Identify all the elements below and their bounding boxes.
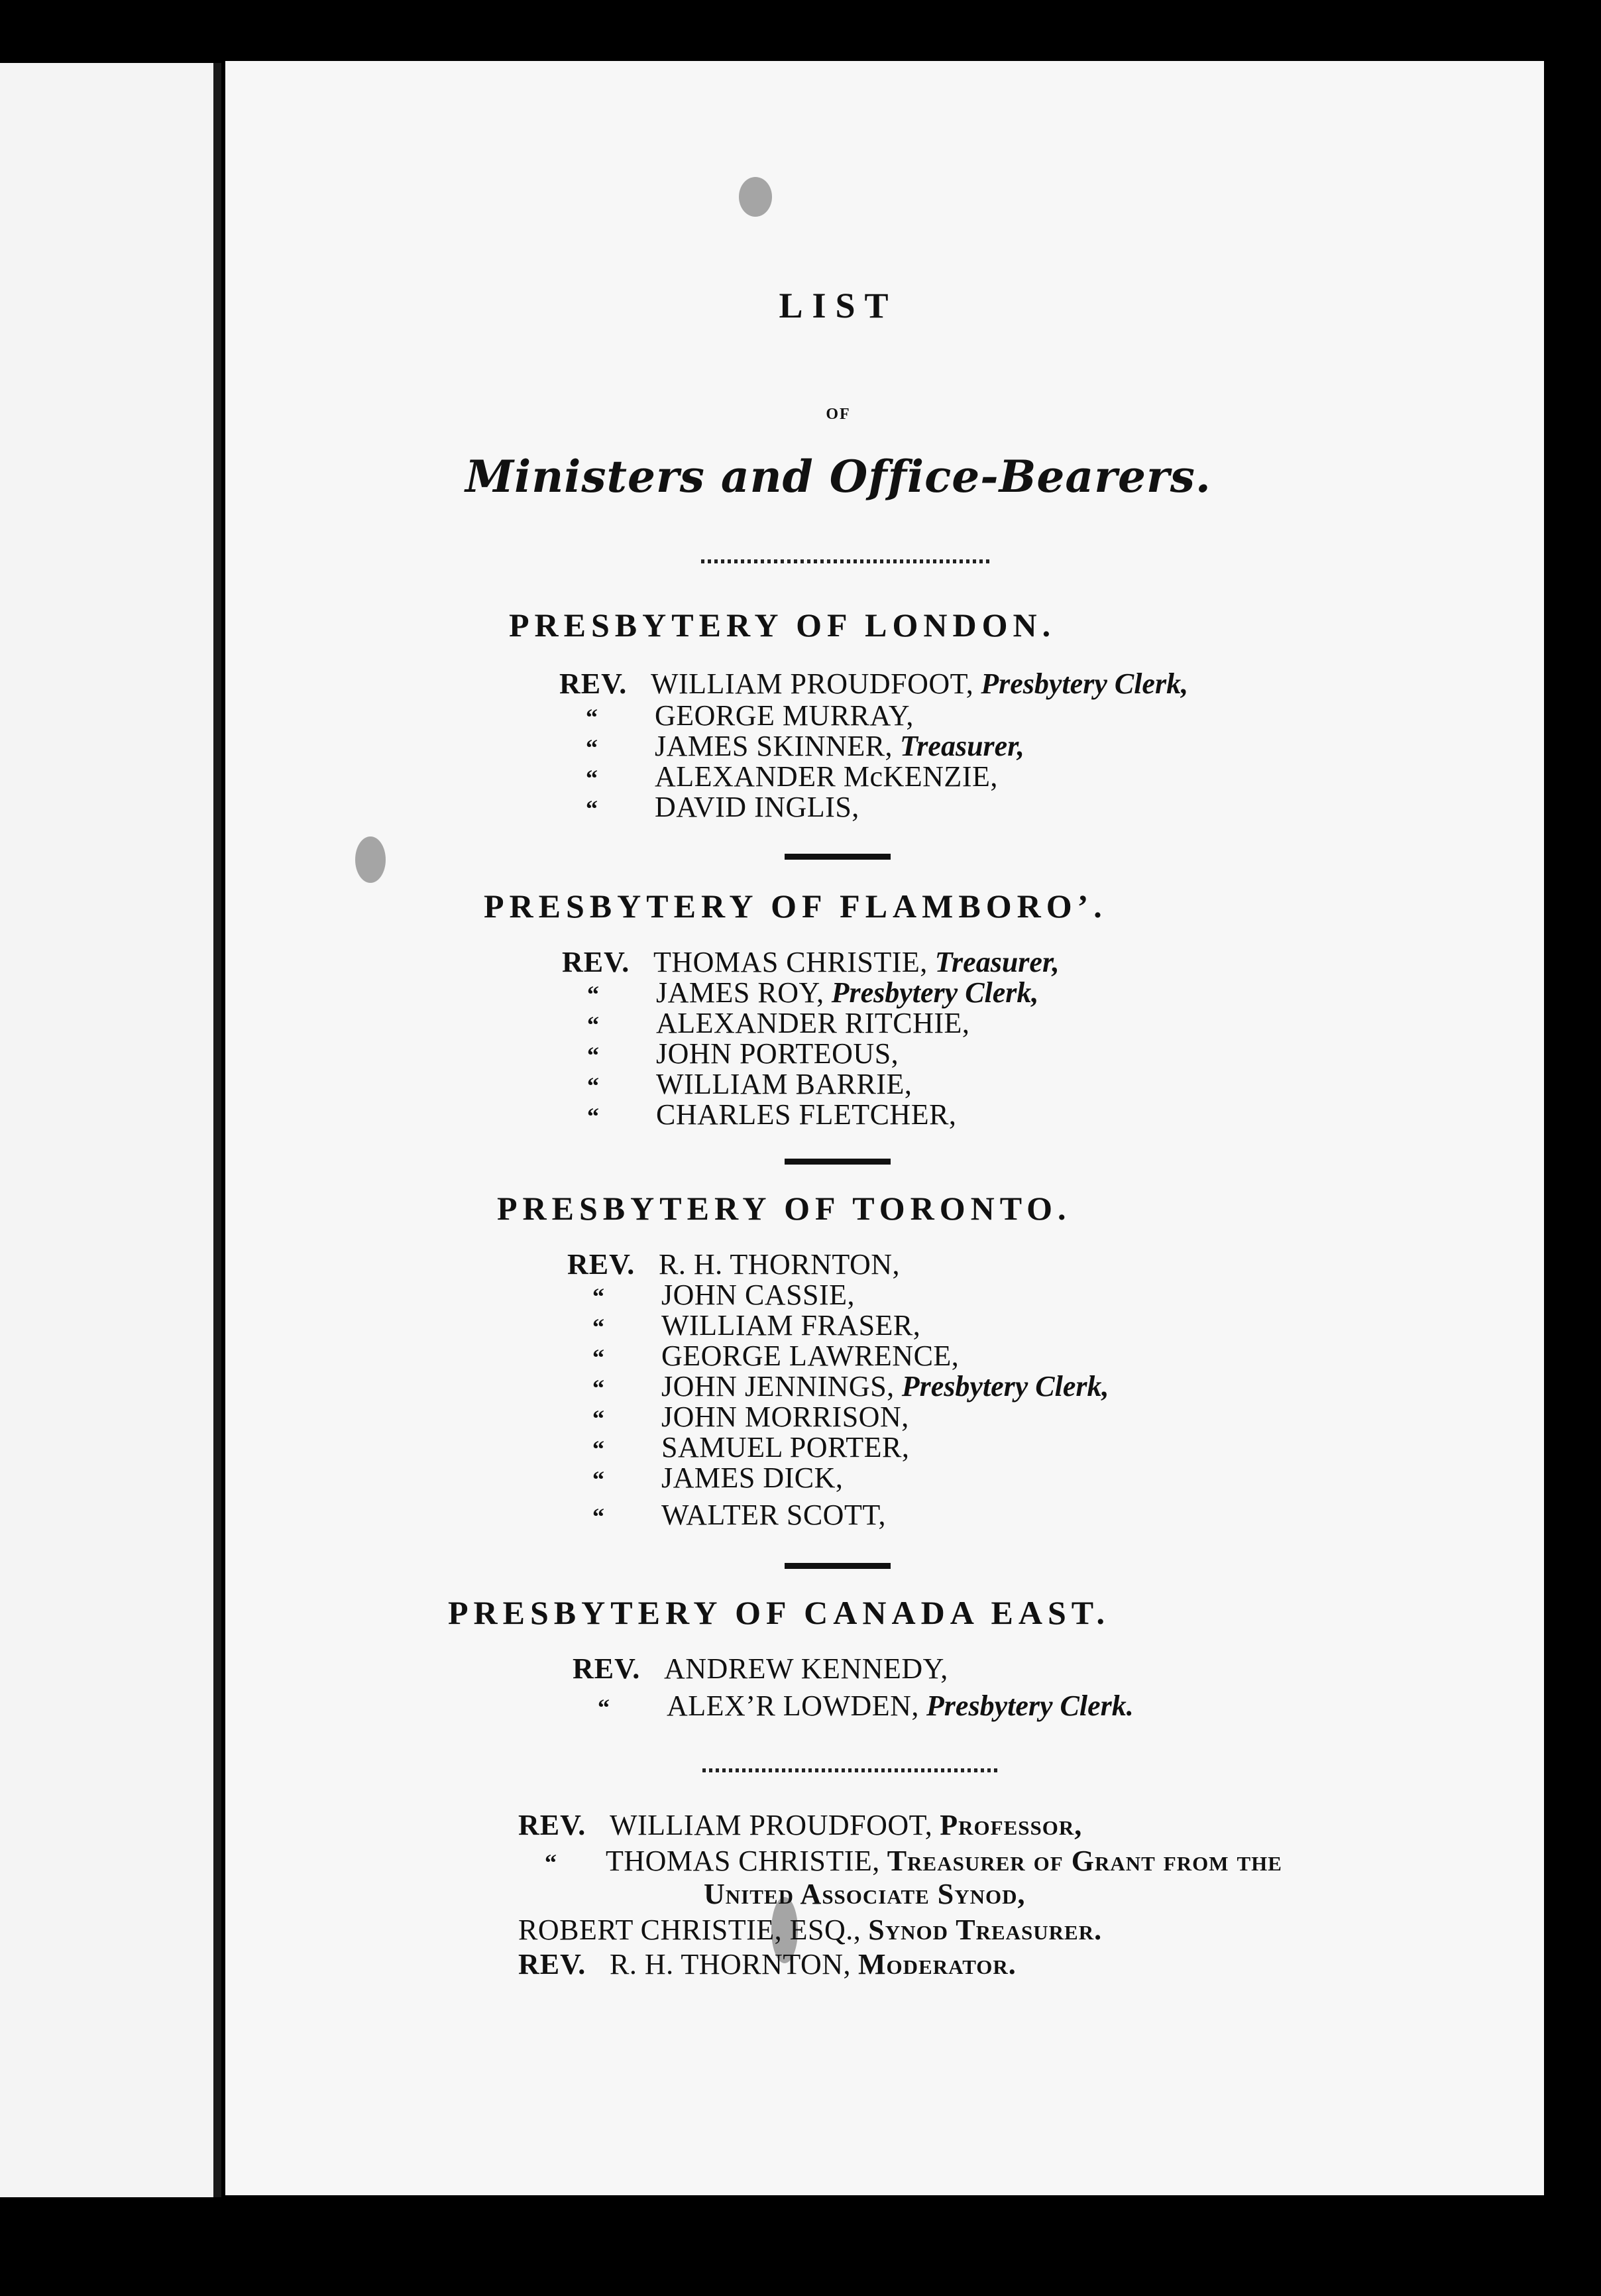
- member-name: ALEX’R LOWDEN,: [667, 1690, 919, 1722]
- member-row: [592, 1369, 1109, 1403]
- member-role: Moderator.: [858, 1948, 1017, 1980]
- member-name: WILLIAM BARRIE,: [656, 1068, 912, 1100]
- ditto-mark: “: [592, 1344, 604, 1371]
- member-role: Presbytery Clerk.: [926, 1690, 1134, 1722]
- ditto-mark: “: [587, 981, 599, 1007]
- member-name: WILLIAM FRASER,: [661, 1309, 921, 1342]
- member-name: WILLIAM PROUDFOOT,: [651, 667, 974, 700]
- member-name: R. H. THORNTON,: [659, 1248, 901, 1281]
- ditto-mark: “: [587, 1072, 599, 1099]
- member-name: JOHN JENNINGS,: [661, 1370, 895, 1403]
- member-prefix: REV.: [518, 1948, 586, 1980]
- facing-page-edge: [0, 63, 219, 2197]
- presbytery-heading: PRESBYTERY OF LONDON.: [509, 606, 1056, 644]
- member-name: JAMES SKINNER,: [655, 730, 893, 762]
- ditto-mark: “: [592, 1283, 604, 1310]
- wavy-divider: [702, 1763, 1001, 1776]
- member-name: DAVID INGLIS,: [655, 791, 859, 823]
- member-prefix: REV.: [559, 667, 628, 700]
- presbytery-heading: PRESBYTERY OF TORONTO.: [497, 1190, 1072, 1227]
- member-name: CHARLES FLETCHER,: [656, 1098, 957, 1131]
- member-name: JOHN CASSIE,: [661, 1279, 856, 1311]
- member-row: [592, 1308, 920, 1342]
- section-rule: [785, 1563, 891, 1569]
- member-role-continued: United Associate Synod,: [704, 1878, 1026, 1910]
- member-name: ALEXANDER RITCHIE,: [656, 1007, 970, 1039]
- ditto-mark: “: [592, 1314, 604, 1340]
- member-name: GEORGE LAWRENCE,: [661, 1340, 960, 1372]
- ditto-mark: “: [592, 1466, 604, 1493]
- synod-row: [518, 1808, 1082, 1842]
- heading-subtitle: Ministers and Office-Bearers.: [465, 451, 1211, 502]
- ditto-mark: “: [592, 1375, 604, 1401]
- document-page: [225, 61, 1544, 2195]
- member-role: Professor,: [940, 1809, 1083, 1841]
- ditto-mark: “: [586, 795, 598, 822]
- member-row: [587, 976, 1038, 1009]
- member-role: Treasurer,: [934, 946, 1060, 978]
- member-prefix: REV.: [518, 1809, 586, 1841]
- member-name: GEORGE MURRAY,: [655, 699, 914, 732]
- member-prefix: REV.: [567, 1248, 635, 1281]
- ink-blot: [355, 836, 386, 883]
- heading-of: OF: [826, 406, 851, 423]
- ditto-mark: “: [587, 1103, 599, 1129]
- presbytery-heading: PRESBYTERY OF FLAMBORO’.: [484, 888, 1107, 925]
- member-name: WALTER SCOTT,: [661, 1499, 886, 1531]
- ditto-mark: “: [586, 765, 598, 791]
- member-row: [592, 1430, 909, 1464]
- member-name: WILLIAM PROUDFOOT,: [610, 1809, 933, 1841]
- section-rule: [785, 854, 891, 860]
- presbytery-heading: PRESBYTERY OF CANADA EAST.: [448, 1594, 1110, 1631]
- book-spine-gutter: [213, 63, 221, 2197]
- member-row: [587, 1006, 969, 1040]
- synod-row: [518, 1947, 1017, 1981]
- ditto-mark: “: [598, 1694, 610, 1721]
- member-name: JAMES DICK,: [661, 1462, 844, 1494]
- member-name: ROBERT CHRISTIE, ESQ.,: [518, 1914, 861, 1946]
- section-rule: [785, 1159, 891, 1165]
- member-name: JOHN PORTEOUS,: [656, 1037, 899, 1070]
- ditto-mark: “: [545, 1849, 557, 1876]
- member-name: JAMES ROY,: [656, 976, 824, 1009]
- member-row: [587, 1098, 956, 1131]
- member-row: [587, 1037, 899, 1070]
- member-row: [592, 1278, 855, 1312]
- member-row: [586, 790, 859, 824]
- synod-row: [518, 1913, 1102, 1947]
- member-row: [567, 1247, 900, 1281]
- ditto-mark: “: [592, 1503, 604, 1530]
- ditto-mark: “: [587, 1042, 599, 1068]
- ditto-mark: “: [586, 704, 598, 730]
- member-row: [592, 1461, 843, 1495]
- member-role: Presbytery Clerk,: [831, 976, 1039, 1009]
- member-name: ANDREW KENNEDY,: [664, 1652, 948, 1685]
- member-prefix: REV.: [573, 1652, 641, 1685]
- ditto-mark: “: [587, 1011, 599, 1038]
- member-row: [592, 1339, 959, 1373]
- heading-title: LIST: [779, 286, 898, 325]
- member-name: JOHN MORRISON,: [661, 1401, 909, 1433]
- member-role: Synod Treasurer.: [868, 1914, 1103, 1946]
- member-row: [587, 1067, 912, 1101]
- member-row: [592, 1400, 909, 1434]
- member-row: [562, 945, 1060, 979]
- member-name: ALEXANDER McKENZIE,: [655, 760, 998, 793]
- member-row: [573, 1652, 948, 1686]
- synod-row: [704, 1877, 1026, 1911]
- member-role: Treasurer of Grant from the: [887, 1845, 1282, 1877]
- synod-row: [545, 1844, 1282, 1878]
- ditto-mark: “: [592, 1405, 604, 1432]
- member-row: [586, 729, 1024, 763]
- member-row: [586, 699, 914, 732]
- ditto-mark: “: [592, 1436, 604, 1462]
- member-row: [598, 1689, 1134, 1723]
- wavy-divider: [701, 554, 993, 567]
- member-name: R. H. THORNTON,: [610, 1948, 852, 1980]
- ink-blot: [739, 177, 772, 217]
- member-row: [559, 667, 1188, 701]
- member-name: THOMAS CHRISTIE,: [653, 946, 928, 978]
- ditto-mark: “: [586, 734, 598, 761]
- member-name: THOMAS CHRISTIE,: [606, 1845, 880, 1877]
- member-role: Treasurer,: [900, 730, 1024, 762]
- member-row: [592, 1498, 886, 1532]
- member-role: Presbytery Clerk,: [901, 1370, 1109, 1403]
- member-prefix: REV.: [562, 946, 630, 978]
- member-role: Presbytery Clerk,: [981, 667, 1189, 700]
- member-row: [586, 760, 998, 793]
- member-name: SAMUEL PORTER,: [661, 1431, 910, 1464]
